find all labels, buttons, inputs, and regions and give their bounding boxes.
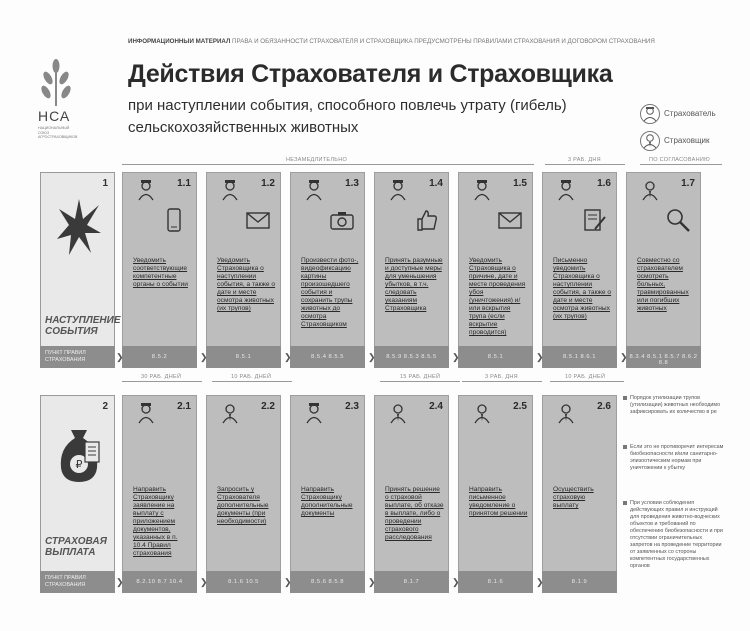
step-text: Принять решение о страховой выплате, об отказе в выплате, либо о проведении страхового расследования [385,486,444,541]
timing-line-8 [550,381,624,382]
insured-person-icon [137,179,155,201]
section-title: НАСТУПЛЕНИЕ СОБЫТИЯ [45,315,121,337]
step-number: 1.3 [345,178,359,189]
timing-line-4 [122,381,202,382]
step-number: 2.4 [429,401,443,412]
insured-person-icon [137,402,155,424]
footnote [630,444,725,472]
step-number: 1.7 [681,178,695,189]
insured-person-icon [389,179,407,201]
chevron-right-icon: ❯ [536,577,544,587]
step-card [542,395,617,593]
step-card [206,172,281,368]
step-number: 1.4 [429,178,443,189]
insured-person-icon [640,104,660,124]
document-pen-icon [581,207,607,233]
step-number: 2.3 [345,401,359,412]
footnote [630,500,725,570]
chevron-right-icon: ❯ [116,352,124,362]
thumb-up-icon [413,207,439,233]
step-card [458,395,533,593]
phone-icon [161,207,187,233]
insurer-person-icon [557,402,575,424]
camera-icon [329,207,355,233]
header-bold: ИНФОРМАЦИОННЫЙ МАТЕРИАЛ [128,38,231,45]
timing-note: 3 РАБ. ДНЯ [565,157,604,163]
section-title: СТРАХОВАЯ ВЫПЛАТА [45,536,107,558]
legend-insurer [640,131,730,153]
legend-label-insurer: Страховщик [664,136,710,145]
step-number: 1.6 [597,178,611,189]
rule-reference: 8.5.9 8.5.3 8.5.5 [374,346,449,368]
magnifier-icon [665,207,691,233]
chevron-right-icon: ❯ [284,577,292,587]
section-footer: ПУНКТ ПРАВИЛ СТРАХОВАНИЯ [40,571,115,593]
section-2-header [40,395,115,593]
rule-reference: 8.1.7 [374,571,449,593]
timing-line-5 [212,381,292,382]
chevron-right-icon: ❯ [536,352,544,362]
logo-subtitle: НАЦИОНАЛЬНЫЙ СОЮЗ АГРОСТРАХОВЩИКОВ [38,126,78,139]
header-line [128,38,728,45]
step-text: Уведомить Страховщика о причине, дате и месте проведения убоя (уничтожения) и/или вскрытия трупа (если вскрытие проводится) [469,257,526,336]
footnote-text: При условии соблюдения действующих правил и инструкций для проведения животно-водческих объектов и требований по обеспечению биобезопасности и при отсутствии ограничительных запретов на проведение территории от заявленных со стороны компетентных государственных органов [630,500,723,569]
step-text: Письменно уведомить Страховщика о наступлении события, а также о дате и месте осмотра животных (их трупов) [553,257,612,320]
rule-reference: 8.5.2 [122,346,197,368]
step-card [122,395,197,593]
rule-reference: 8.2.10 8.7 10.4 [122,571,197,593]
step-text: Совместно со страхователем осмотреть больных, травмированных или погибших животных [637,257,689,312]
insurer-person-icon [640,131,660,151]
step-card [290,395,365,593]
footnote [630,395,725,416]
page-title: Действия Страхователя и Страховщика [128,60,613,88]
money-bag-icon [55,420,103,486]
step-number: 2.1 [177,401,191,412]
timing-line-1 [122,164,534,165]
logo-name: НСА [38,108,71,124]
step-number: 2.2 [261,401,275,412]
step-text: Уведомить Страховщика о наступлении события, а также о дате и месте осмотра животных (их трупов) [217,257,276,312]
insured-person-icon [473,179,491,201]
insurer-person-icon [641,179,659,201]
step-number: 1.2 [261,178,275,189]
step-card [206,395,281,593]
timing-line-3 [640,164,722,165]
timing-line-2 [545,164,625,165]
timing-note: ПО СОГЛАСОВАНИЮ [646,157,713,163]
footnote-text: Если это не противоречит интересам биобезопасности и/или санитарно-эпизоотическим нормам при уничтожении к убытку [630,444,724,471]
insurer-person-icon [389,402,407,424]
step-text: Уведомить соответствующие компетентные органы о событии [133,257,188,288]
step-text: Принять разумные и доступные меры для уменьшения убытков, в т.ч. следовать указаниям Страховщика [385,257,443,312]
step-text: Направить Страховщику дополнительные документы [301,486,353,517]
insured-person-icon [221,179,239,201]
rule-reference: 8.5.4 8.5.5 [290,346,365,368]
step-text: Осуществить страховую выплату [553,486,594,509]
timing-note: 10 РАБ. ДНЕЙ [228,374,274,380]
timing-note: 10 РАБ. ДНЕЙ [562,374,608,380]
footnote-text: Порядок утилизации трупов (утилизации) животных необходимо зафиксировать их количество в ре [630,395,721,415]
insurer-person-icon [473,402,491,424]
envelope-icon [245,207,271,233]
step-text: Запросить у Страхователя дополнительные документы (при необходимости) [217,486,269,525]
legend-label-insured: Страхователь [664,109,716,118]
step-text: Произвести фото-, видеофиксацию картины произошедшего события и сохранить трупы животных до осмотра Страховщиком [301,257,359,328]
timing-note: 3 РАБ. ДНЯ [482,374,521,380]
rule-reference: 8.3.4 8.5.1 8.5.7 8.6.2 8.8 [626,346,701,368]
insured-person-icon [305,402,323,424]
timing-line-6 [380,381,460,382]
chevron-right-icon: ❯ [284,352,292,362]
step-card [374,172,449,368]
step-number: 2.6 [597,401,611,412]
rule-reference: 8.1.9 [542,571,617,593]
legend-insured [640,104,730,126]
section-footer: ПУНКТ ПРАВИЛ СТРАХОВАНИЯ [40,346,115,368]
step-number: 1.1 [177,178,191,189]
timing-line-7 [462,381,542,382]
chevron-right-icon: ❯ [452,352,460,362]
rule-reference: 8.1.6 10.5 [206,571,281,593]
bullet-icon [623,396,627,400]
chevron-right-icon: ❯ [200,577,208,587]
section-number: 1 [102,178,108,189]
rule-reference: 8.5.1 [206,346,281,368]
rule-reference: 8.5.6 8.5.8 [290,571,365,593]
step-text: Направить Страховщику заявление на выплату с приложением документов, указанных в п. 10.4 Правил страхования [133,486,178,557]
step-card [122,172,197,368]
chevron-right-icon: ❯ [116,577,124,587]
step-text: Направить письменное уведомление о принятом решении [469,486,528,517]
chevron-right-icon: ❯ [368,352,376,362]
header-rest: ПРАВА И ОБЯЗАННОСТИ СТРАХОВАТЕЛЯ И СТРАХОВЩИКА ПРЕДУСМОТРЕНЫ ПРАВИЛАМИ СТРАХОВАНИЯ И ДОГОВОРОМ СТРАХОВАНИЯ [232,38,655,45]
timing-note: 30 РАБ. ДНЕЙ [138,374,184,380]
rule-reference: 8.5.1 [458,346,533,368]
section-1-header [40,172,121,368]
page-subtitle: при наступлении события, способного повлечь утрату (гибель) сельскохозяйственных животных [128,97,567,136]
step-card [542,172,617,368]
insured-person-icon [557,179,575,201]
chevron-right-icon: ❯ [200,352,208,362]
timing-note: НЕЗАМЕДЛИТЕЛЬНО [282,157,351,163]
rule-reference: 8.5.1 8.6.1 [542,346,617,368]
rule-reference: 8.1.6 [458,571,533,593]
section-number: 2 [102,401,108,412]
bullet-icon [623,445,627,449]
insurer-person-icon [221,402,239,424]
step-card [290,172,365,368]
step-number: 1.5 [513,178,527,189]
timing-note: 15 РАБ. ДНЕЙ [397,374,443,380]
burst-icon [55,197,103,257]
step-card [458,172,533,368]
step-card [374,395,449,593]
chevron-right-icon: ❯ [620,352,628,362]
insured-person-icon [305,179,323,201]
chevron-right-icon: ❯ [452,577,460,587]
step-number: 2.5 [513,401,527,412]
step-card [626,172,701,368]
chevron-right-icon: ❯ [368,577,376,587]
bullet-icon [623,501,627,505]
envelope-icon [497,207,523,233]
svg-text:₽: ₽ [75,458,83,471]
